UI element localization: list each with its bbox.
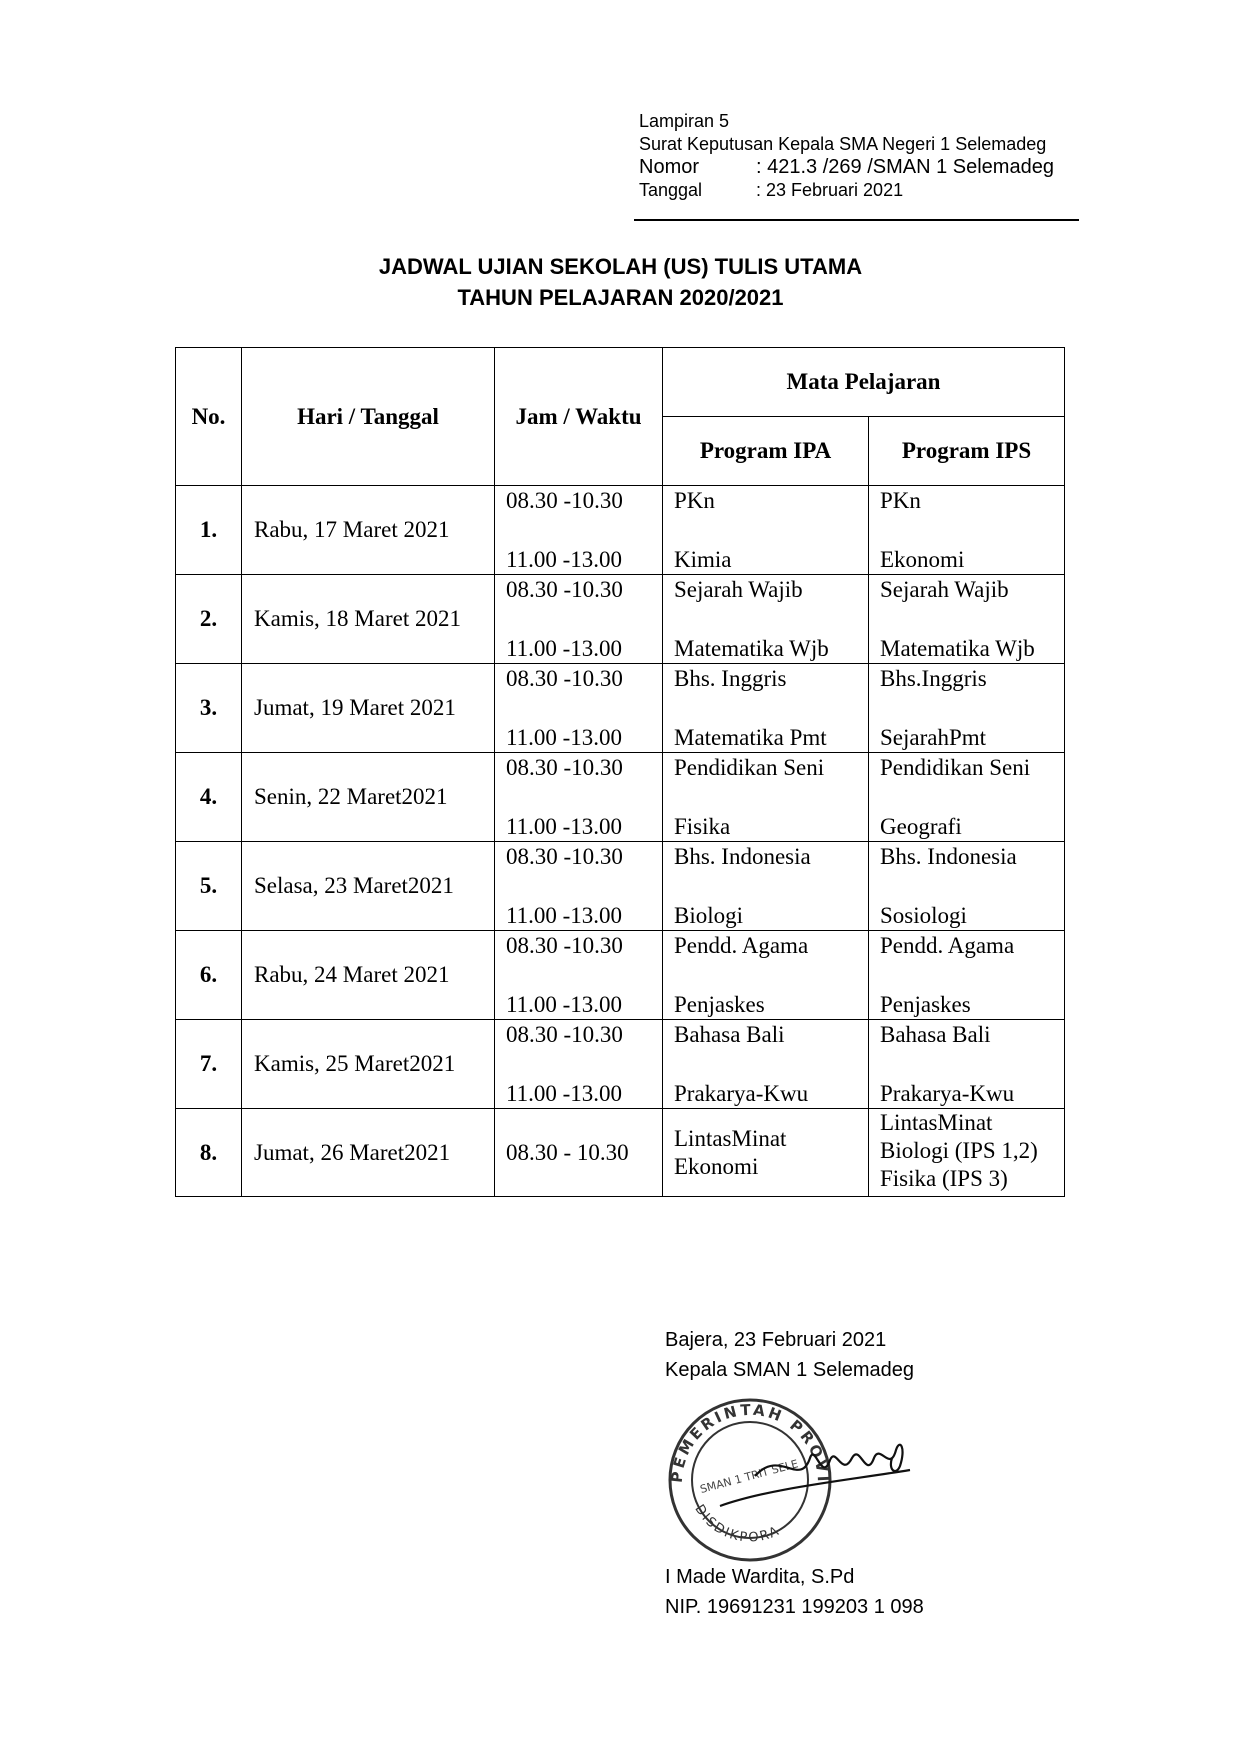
header-ipa: Program IPA xyxy=(663,417,869,486)
row-day: Kamis, 18 Maret 2021 xyxy=(242,575,495,664)
ipa-subject-2: Matematika Pmt xyxy=(674,725,827,750)
row-number: 8. xyxy=(176,1109,242,1197)
row-number: 5. xyxy=(176,842,242,931)
attachment-tanggal-row xyxy=(639,179,1079,202)
row-time xyxy=(495,664,663,753)
table-row xyxy=(176,931,1065,1020)
row-day: Selasa, 23 Maret2021 xyxy=(242,842,495,931)
row-ipa xyxy=(663,664,869,753)
time-slot-2: 11.00 -13.00 xyxy=(506,636,623,661)
ips-subject-1: Bhs.Inggris xyxy=(880,666,987,691)
row-day: Jumat, 26 Maret2021 xyxy=(242,1109,495,1197)
time-slot-2: 11.00 -13.00 xyxy=(506,725,623,750)
ips-subject-2: Geografi xyxy=(880,814,962,839)
header-no: No. xyxy=(176,348,242,486)
signer-name: I Made Wardita, S.Pd xyxy=(665,1566,855,1588)
row-ips xyxy=(869,842,1065,931)
ipa-subject-1: Bhs. Indonesia xyxy=(674,844,811,869)
time-slot-1: 08.30 -10.30 xyxy=(506,488,623,513)
ips-subject-2: SejarahPmt xyxy=(880,725,987,750)
time-slot-1: 08.30 -10.30 xyxy=(506,1022,623,1047)
row-day: Jumat, 19 Maret 2021 xyxy=(242,664,495,753)
time-slot-2: 11.00 -13.00 xyxy=(506,547,623,572)
ipa-subject-1: Pendidikan Seni xyxy=(674,755,825,780)
table-row xyxy=(176,486,1065,575)
row-ips xyxy=(869,664,1065,753)
row-number: 6. xyxy=(176,931,242,1020)
ips-subject-1: LintasMinat xyxy=(880,1110,993,1135)
row-day: Senin, 22 Maret2021 xyxy=(242,753,495,842)
row-time xyxy=(495,753,663,842)
ips-subject-1: Pendd. Agama xyxy=(880,933,1015,958)
ipa-subject-2: Matematika Wjb xyxy=(674,636,829,661)
ipa-subject-1: Bhs. Inggris xyxy=(674,666,787,691)
ips-subject-2: Penjaskes xyxy=(880,992,971,1017)
row-ips xyxy=(869,486,1065,575)
ips-subject-1: Bhs. Indonesia xyxy=(880,844,1017,869)
row-number: 7. xyxy=(176,1020,242,1109)
row-day: Rabu, 24 Maret 2021 xyxy=(242,931,495,1020)
signer-block xyxy=(665,1562,924,1622)
table-row xyxy=(176,664,1065,753)
ips-subject-2: Matematika Wjb xyxy=(880,636,1035,661)
row-time xyxy=(495,842,663,931)
tanggal-value: : 23 Februari 2021 xyxy=(756,180,904,200)
table-row xyxy=(176,1020,1065,1109)
table-row xyxy=(176,575,1065,664)
ipa-subject-2: Biologi xyxy=(674,903,744,928)
time-slot-1: 08.30 -10.30 xyxy=(506,933,623,958)
ipa-subject-1: PKn xyxy=(674,488,715,513)
nomor-label: Nomor xyxy=(639,156,700,178)
schedule-table xyxy=(175,347,1065,1197)
signature-block xyxy=(665,1325,914,1385)
ips-subject-2: Sosiologi xyxy=(880,903,967,928)
ipa-subject-2: Ekonomi xyxy=(674,1153,759,1179)
signer-position: Kepala SMAN 1 Selemadeg xyxy=(665,1359,915,1381)
header-divider xyxy=(634,219,1079,221)
ipa-subject-1: LintasMinat xyxy=(674,1125,787,1151)
row-ips xyxy=(869,575,1065,664)
row-ipa xyxy=(663,486,869,575)
title-line-1: JADWAL UJIAN SEKOLAH (US) TULIS UTAMA xyxy=(378,254,863,279)
ips-subject-2: Ekonomi xyxy=(880,547,965,572)
time-slot-1: 08.30 -10.30 xyxy=(506,577,623,602)
ips-subject-2: Prakarya-Kwu xyxy=(880,1081,1015,1106)
row-ips xyxy=(869,931,1065,1020)
ipa-subject-1: Bahasa Bali xyxy=(674,1022,785,1047)
row-time xyxy=(495,1020,663,1109)
row-number: 1. xyxy=(176,486,242,575)
time-slot-1: 08.30 -10.30 xyxy=(506,755,623,780)
row-number: 4. xyxy=(176,753,242,842)
time-slot-1: 08.30 -10.30 xyxy=(506,666,623,691)
ips-subject-1: Bahasa Bali xyxy=(880,1022,991,1047)
nomor-value: : 421.3 /269 /SMAN 1 Selemadeg xyxy=(756,156,1054,178)
row-day: Kamis, 25 Maret2021 xyxy=(242,1020,495,1109)
ipa-subject-2: Kimia xyxy=(674,547,732,572)
row-number: 2. xyxy=(176,575,242,664)
time-slot-2: 11.00 -13.00 xyxy=(506,992,623,1017)
row-ipa xyxy=(663,753,869,842)
place-date: Bajera, 23 Februari 2021 xyxy=(665,1329,887,1351)
ipa-subject-1: Sejarah Wajib xyxy=(674,577,803,602)
signer-nip: NIP. 19691231 199203 1 098 xyxy=(665,1596,924,1618)
row-ipa xyxy=(663,1109,869,1197)
header-time: Jam / Waktu xyxy=(495,348,663,486)
row-ips xyxy=(869,1109,1065,1197)
row-time xyxy=(495,486,663,575)
row-time: 08.30 - 10.30 xyxy=(495,1109,663,1197)
ips-subject-1: PKn xyxy=(880,488,921,513)
ips-subject-1: Pendidikan Seni xyxy=(880,755,1031,780)
row-time xyxy=(495,575,663,664)
title-line-2: TAHUN PELAJARAN 2020/2021 xyxy=(457,285,784,310)
ipa-subject-1: Pendd. Agama xyxy=(674,933,809,958)
time-slot-2: 11.00 -13.00 xyxy=(506,1081,623,1106)
official-stamp-and-signature xyxy=(660,1388,940,1568)
row-ipa xyxy=(663,575,869,664)
stamp-text-bottom: DISDIKPORA xyxy=(691,1502,783,1546)
row-number: 3. xyxy=(176,664,242,753)
attachment-surat: Surat Keputusan Kepala SMA Negeri 1 Selemadeg xyxy=(639,134,1047,154)
row-ipa xyxy=(663,931,869,1020)
header-day: Hari / Tanggal xyxy=(242,348,495,486)
stamp-text-center: SMAN 1 TRIT SELE xyxy=(698,1457,800,1496)
time-slot-2: 11.00 -13.00 xyxy=(506,903,623,928)
document-title xyxy=(0,251,1241,313)
row-ipa xyxy=(663,1020,869,1109)
stamp-text-top: PEMERINTAH PROVI xyxy=(667,1400,833,1485)
table-row xyxy=(176,842,1065,931)
table-row xyxy=(176,753,1065,842)
svg-text:DISDIKPORA xyxy=(691,1502,782,1546)
attachment-lampiran: Lampiran 5 xyxy=(639,111,730,131)
row-ips xyxy=(869,1020,1065,1109)
table-row xyxy=(176,1109,1065,1197)
header-ips: Program IPS xyxy=(869,417,1065,486)
row-time xyxy=(495,931,663,1020)
tanggal-label: Tanggal xyxy=(639,180,703,200)
ipa-subject-2: Prakarya-Kwu xyxy=(674,1081,809,1106)
attachment-nomor-row xyxy=(639,156,1079,179)
row-ips xyxy=(869,753,1065,842)
ips-subject-2: Biologi (IPS 1,2) xyxy=(880,1138,1038,1163)
ips-subject-1: Sejarah Wajib xyxy=(880,577,1009,602)
row-ipa xyxy=(663,842,869,931)
ips-subject-3: Fisika (IPS 3) xyxy=(880,1166,1008,1191)
time-slot-2: 11.00 -13.00 xyxy=(506,814,623,839)
ipa-subject-2: Penjaskes xyxy=(674,992,765,1017)
time-slot-1: 08.30 -10.30 xyxy=(506,844,623,869)
header-subjects: Mata Pelajaran xyxy=(663,348,1065,417)
row-day: Rabu, 17 Maret 2021 xyxy=(242,486,495,575)
attachment-header xyxy=(639,110,1079,202)
ipa-subject-2: Fisika xyxy=(674,814,731,839)
